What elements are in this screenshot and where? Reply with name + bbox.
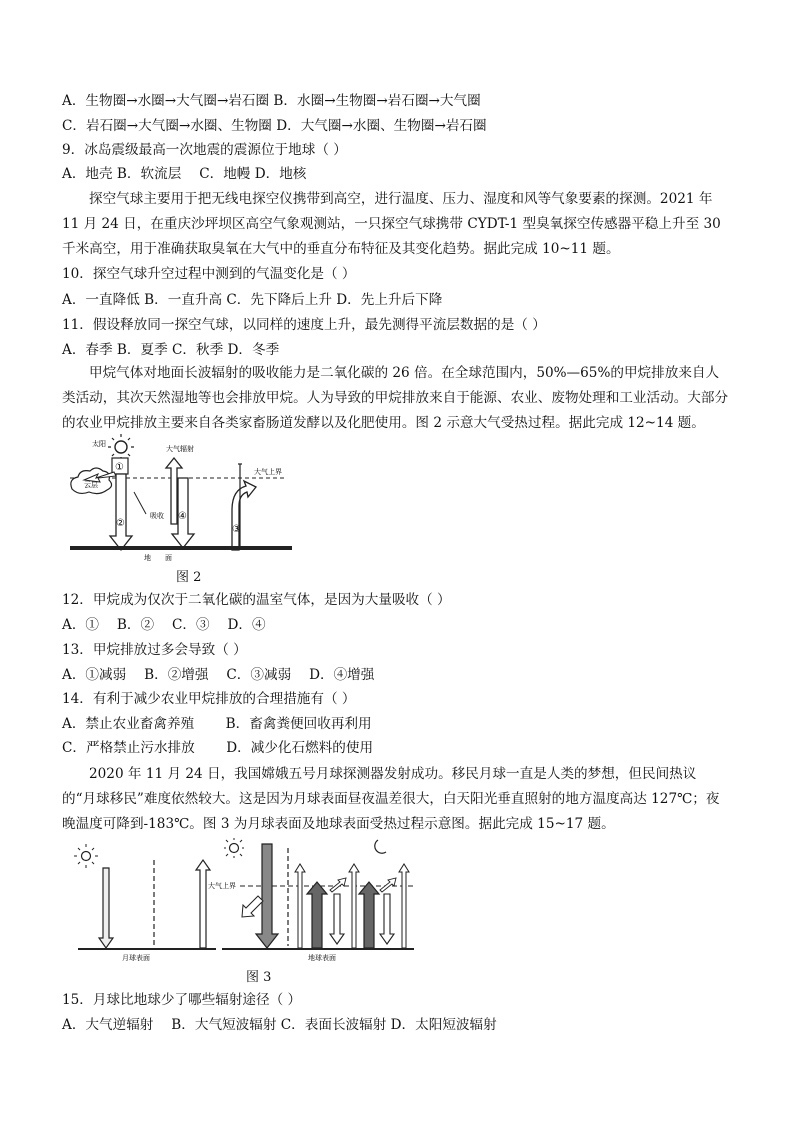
q15-stem: 15．月球比地球少了哪些辐射途径（ ）: [62, 992, 302, 1008]
figure-3-moon-earth-heating: [72, 838, 417, 963]
fig3-atm-top-label: 大气上界: [208, 882, 236, 890]
fig2-num-1: ①: [115, 462, 124, 473]
earth-ground-radiation-day: [307, 882, 327, 948]
figure-2-caption: 图 2: [176, 570, 202, 585]
q12-stem: 12．甲烷成为仅次于二氧化碳的温室气体，是因为大量吸收（ ）: [62, 592, 451, 608]
q10-stem: 10．探空气球升空过程中测到的气温变化是（ ）: [62, 266, 356, 282]
passage-moon: 2020 年 11 月 24 日，我国嫦娥五号月球探测器发射成功。移民月球一直是人类的梦想，但民间热议的“月球移民”难度依然较大。这是因为月球表面昼夜温差很大，白天阳光垂直照射的地方温度高达 127℃；夜晚温度可降到-183℃。图 3 为月球表面及地球表面受热过程示意图。据此完成 15~17 题。: [62, 766, 720, 832]
passage-balloon: 探空气球主要用于把无线电探空仪携带到高空，进行温度、压力、湿度和风等气象要素的探测。2021 年 11 月 24 日，在重庆沙坪坝区高空气象观测站，一只探空气球携带 CYDT-1 型臭氧探空传感器平稳上升至 30 千米高空，用于准确获取臭氧在大气中的垂直分布特征及其变化趋势。据此完成 10~11 题。: [62, 191, 721, 257]
moon-solar-arrow: [99, 868, 113, 948]
earth-ground-radiation-night: [359, 882, 379, 948]
fig2-atm-top-label: 大气上界: [254, 468, 282, 476]
fig3-earth-surface-label: 地球表面: [308, 954, 336, 962]
q11-stem: 11．假设释放同一探空气球，以同样的速度上升，最先测得平流层数据的是（ ）: [62, 317, 546, 333]
earth-solar-arrow: [256, 844, 278, 948]
passage-methane: 甲烷气体对地面长波辐射的吸收能力是二氧化碳的 26 倍。在全球范围内，50%—65%的甲烷排放来自人类活动，其次天然湿地等也会排放甲烷。人为导致的甲烷排放来自于能源、农业、废物处理和工业活动。大部分的农业甲烷排放主要来自各类家畜肠道发酵以及化肥使用。图 2 示意大气受热过程。据此完成 12~14 题。: [62, 365, 729, 431]
fig2-ground-label: 地 面: [144, 554, 172, 562]
earth-counter-radiation-day: [330, 894, 344, 944]
moon-surface-radiation-arrow: [196, 860, 210, 948]
figure-2-atmosphere-heating: [62, 434, 297, 564]
fig2-num-4: ④: [178, 511, 187, 522]
earth-surface-line: [222, 948, 414, 950]
q13-stem: 13．甲烷排放过多会导致（ ）: [62, 642, 247, 658]
arrow-2-solar-radiation: [110, 474, 132, 550]
sun-icon: [224, 838, 244, 858]
q9-stem: 9．冰岛震级最高一次地震的震源位于地球（ ）: [62, 142, 347, 158]
q15-options: A．大气逆辐射 B．大气短波辐射 C．表面长波辐射 D．太阳短波辐射: [62, 1017, 497, 1033]
q12-options: A．① B．② C．③ D．④: [62, 617, 266, 633]
q14-options-ab: A．禁止农业畜禽养殖 B．畜禽粪便回收再利用: [62, 716, 372, 732]
fig2-absorb-label: 吸收: [150, 512, 164, 520]
moon-night-icon: [375, 840, 386, 853]
q11-options: A．春季 B．夏季 C．秋季 D．冬季: [62, 342, 280, 358]
q14-stem: 14．有利于减少农业甲烷排放的合理措施有（ ）: [62, 691, 356, 707]
fig2-cloud-label: 云层: [84, 481, 98, 489]
fig2-num-2: ②: [116, 518, 125, 529]
arrow-3-ground-radiation: [232, 481, 256, 550]
q13-options: A．①减弱 B．②增强 C．③减弱 D．④增强: [62, 667, 375, 683]
fig2-num-3: ③: [232, 524, 241, 535]
q9-options: A．地壳 B．软流层 C．地幔 D．地核: [62, 166, 307, 182]
sun-icon: [74, 844, 98, 868]
q8-options-cd: C．岩石圈→大气圈→水圈、生物圈 D．大气圈→水圈、生物圈→岩石圈: [62, 118, 487, 134]
q14-options-cd: C．严格禁止污水排放 D．减少化石燃料的使用: [62, 740, 374, 756]
figure-3-caption: 图 3: [246, 970, 272, 985]
earth-counter-radiation-night: [380, 894, 394, 944]
moon-surface-line: [78, 948, 216, 950]
q8-options-ab: A．生物圈→水圈→大气圈→岩石圈 B．水圈→生物圈→岩石圈→大气圈: [62, 93, 481, 109]
q10-options: A．一直降低 B．一直升高 C．先下降后上升 D．先上升后下降: [62, 292, 443, 308]
fig2-sun-label: 太阳: [92, 440, 106, 448]
fig2-ground: [70, 546, 292, 550]
sun-icon: [108, 434, 134, 460]
fig2-atm-radiation-label: 大气辐射: [166, 445, 194, 453]
fig3-moon-surface-label: 月球表面: [122, 954, 150, 962]
